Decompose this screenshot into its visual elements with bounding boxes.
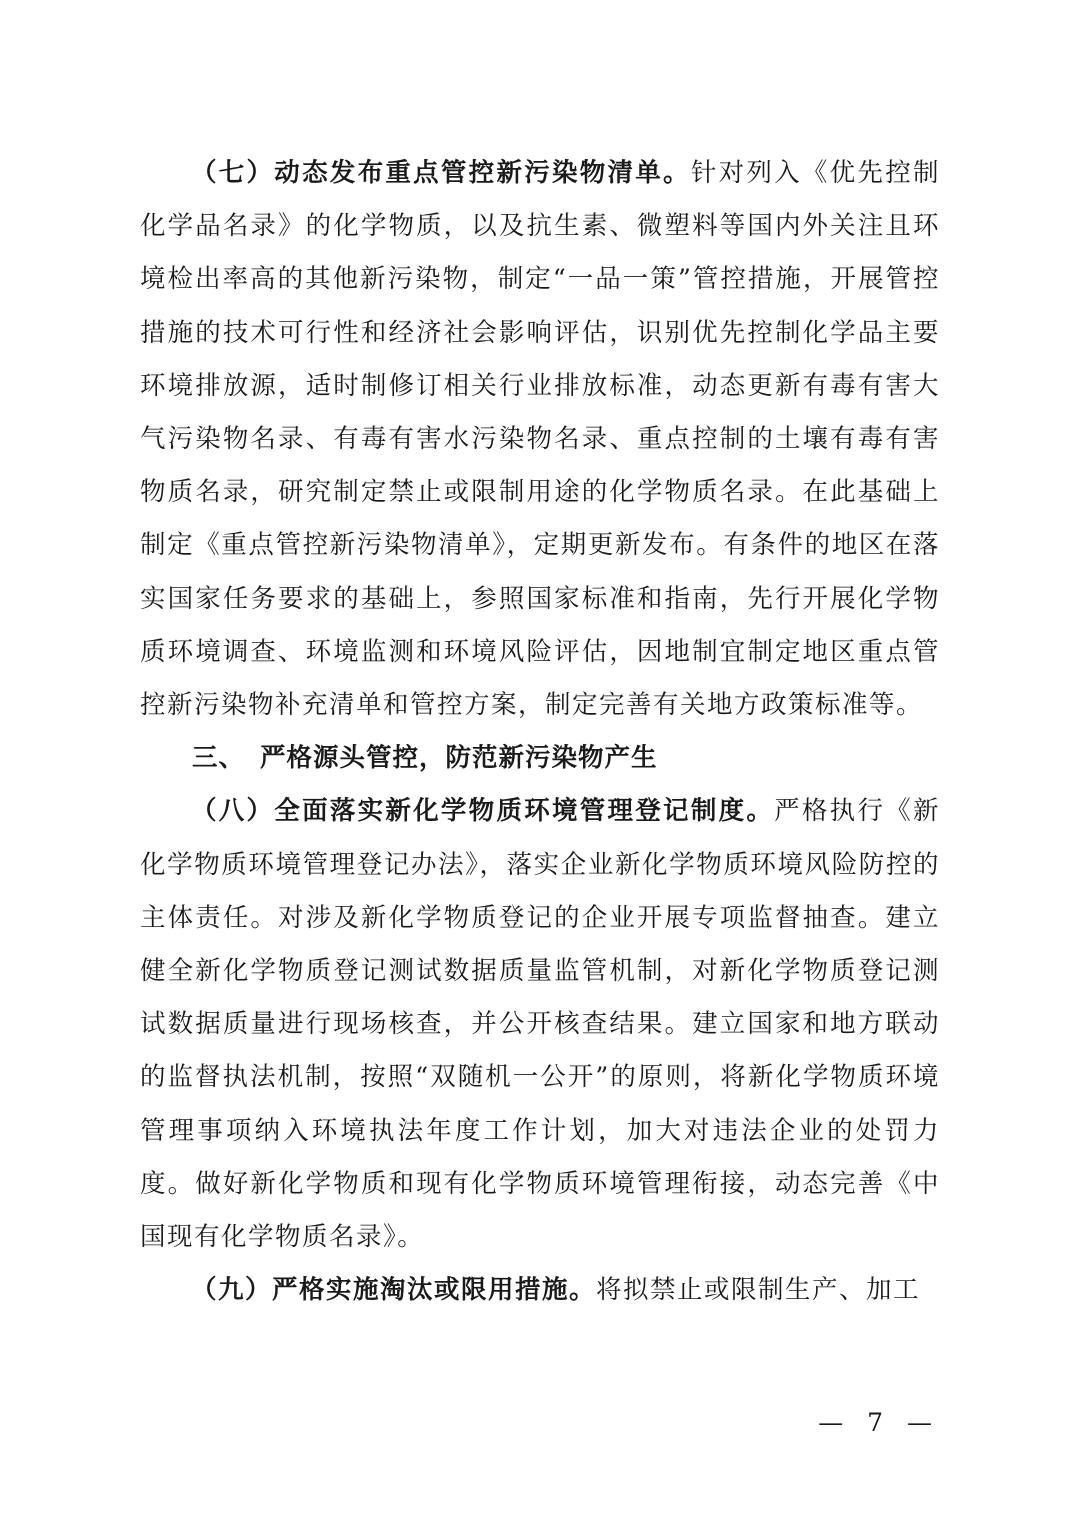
page-number: — 7 — bbox=[818, 1408, 940, 1437]
chapter-title: 严格源头管控，防范新污染物产生 bbox=[260, 743, 658, 774]
document-body bbox=[140, 147, 940, 1317]
chapter-heading-3 bbox=[140, 732, 940, 785]
paragraph-section-9 bbox=[140, 1264, 940, 1317]
section-7-text: 针对列入《优先控制化学品名录》的化学物质，以及抗生素、微塑料等国内外关注且环境检出率高的其他新污染物，制定“一品一策”管控措施，开展管控措施的技术可行性和经济社会影响评估，识别优先控制化学品主要环境排放源，适时制修订相关行业排放标准，动态更新有毒有害大气污染物名录、有毒有害水污染物名录、重点控制的土壤有毒有害物质名录，研究制定禁止或限制用途的化学物质名录。在此基础上制定《重点管控新污染物清单》，定期更新发布。有条件的地区在落实国家任务要求的基础上，参照国家标准和指南，先行开展化学物质环境调查、环境监测和环境风险评估，因地制宜制定地区重点管控新污染物补充清单和管控方案，制定完善有关地方政策标准等。 bbox=[140, 158, 940, 721]
section-7-heading: （七）动态发布重点管控新污染物清单。 bbox=[191, 158, 691, 188]
section-9-heading: （九）严格实施淘汰或限用措施。 bbox=[191, 1275, 597, 1306]
section-9-text: 将拟禁止或限制生产、加工 bbox=[596, 1275, 921, 1306]
chapter-number: 三、 bbox=[192, 743, 246, 774]
paragraph-section-8 bbox=[140, 785, 940, 1264]
section-8-heading: （八）全面落实新化学物质环境管理登记制度。 bbox=[191, 796, 775, 827]
section-8-text: 严格执行《新化学物质环境管理登记办法》，落实企业新化学物质环境风险防控的主体责任。对涉及新化学物质登记的企业开展专项监督抽查。建立健全新化学物质登记测试数据质量监管机制，对新化学物质登记测试数据质量进行现场核查，并公开核查结果。建立国家和地方联动的监督执法机制，按照“双随机一公开”的原则，将新化学物质环境管理事项纳入环境执法年度工作计划，加大对违法企业的处罚力度。做好新化学物质和现有化学物质环境管理衔接，动态完善《中国现有化学物质名录》。 bbox=[140, 796, 940, 1253]
paragraph-section-7 bbox=[140, 147, 940, 732]
